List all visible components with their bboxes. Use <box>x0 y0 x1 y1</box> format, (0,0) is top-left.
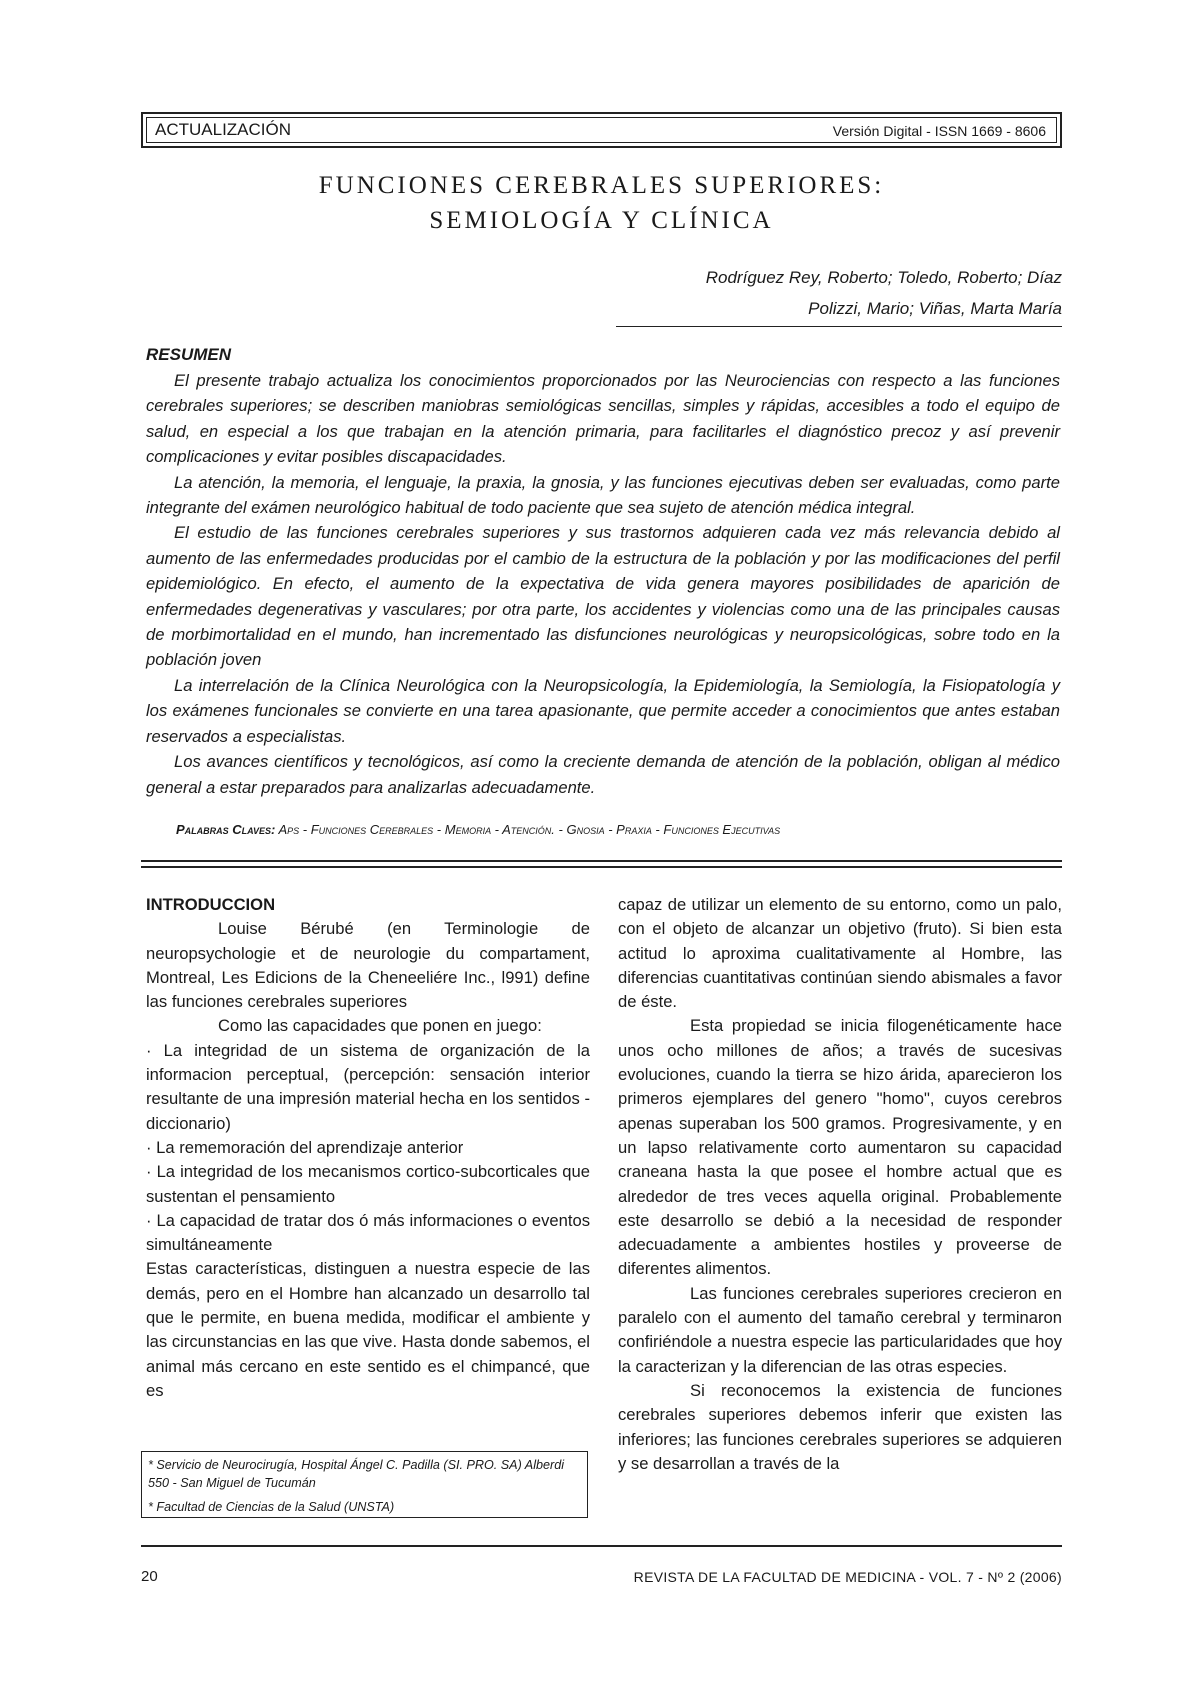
page-number: 20 <box>141 1568 158 1585</box>
intro-heading: INTRODUCCION <box>146 895 276 914</box>
bullet-item: · La integridad de los mecanismos cortico-subcorticales que sustentan el pensamiento <box>146 1162 590 1206</box>
bullet-item: · La integridad de un sistema de organización de la informacion perceptual, (percepción: sensación interior resultante de una impresión material hecha en los sentidos - diccionario) <box>146 1040 590 1133</box>
body-paragraph: Como las capacidades que ponen en juego: <box>218 1016 542 1036</box>
footer-divider <box>141 1545 1062 1547</box>
authors-line-1: Rodríguez Rey, Roberto; Toledo, Roberto; Díaz <box>705 268 1062 287</box>
keywords-label: Palabras Claves: <box>176 822 276 837</box>
abstract-body <box>146 368 1060 800</box>
article-title-line-2: SEMIOLOGÍA Y CLÍNICA <box>429 207 774 234</box>
abstract-heading: RESUMEN <box>146 345 232 364</box>
issn-text: Versión Digital - ISSN 1669 - 8606 <box>832 123 1046 139</box>
body-paragraph: Louise Bérubé (en Terminologie de neuropsychologie et de neurologie du compartament, Montreal, Les Edicions de la Cheneeliére Inc., l991) define las funciones cerebrales superiores <box>146 919 590 1012</box>
abstract-paragraph: La atención, la memoria, el lenguaje, la praxia, la gnosia, y las funciones ejecutivas deben ser evaluadas, como parte integrante del exámen neurológico habitual de todo paciente que sea sujeto de atención médica integral. <box>146 472 1060 518</box>
left-column <box>146 893 590 1403</box>
authors-line-2: Polizzi, Mario; Viñas, Marta María <box>808 299 1062 318</box>
body-paragraph: Esta propiedad se inicia filogenéticamente hace unos ocho millones de años; a través de sucesivas evoluciones, cuando la tierra se hizo árida, aparecieron los primeros ejemplares del genero "homo", cuyos cerebros apenas superaban los 500 gramos. Progresivamente, y en un lapso relativamente corto aumentaron su capacidad craneana hasta la que posee el hombre actual que es alrededor de tres veces aquella original. Probablemente este desarrollo se debió a la necesidad de responder adecuadamente a ambientes hostiles y proveerse de diferentes alimentos. <box>618 1016 1062 1279</box>
keywords-line <box>176 822 1066 837</box>
abstract-paragraph: La interrelación de la Clínica Neurológica con la Neuropsicología, la Epidemiología, la Semiología, la Fisiopatología y los exámenes funcionales se convierte en una tarea apasionante, que permite acceder a conocimientos que antes estaban reservados a especialistas. <box>146 675 1060 746</box>
section-label: ACTUALIZACIÓN <box>155 120 292 139</box>
footnote-box <box>141 1451 588 1518</box>
body-paragraph: Las funciones cerebrales superiores crecieron en paralelo con el aumento del tamaño cerebral y terminaron confiriéndole a nuestra especie las particularidades que hoy la caracterizan y la diferencian de las otras especies. <box>618 1283 1062 1376</box>
article-title-line-1: FUNCIONES CEREBRALES SUPERIORES: <box>318 172 885 199</box>
section-divider-bottom <box>141 866 1062 868</box>
section-header-box <box>141 112 1062 148</box>
abstract-paragraph: El presente trabajo actualiza los conocimientos proporcionados por las Neurociencias con respecto a las funciones cerebrales superiores; se describen maniobras semiológicas sencillas, simples y rápidas, accesibles a todo el equipo de salud, en especial a los que trabajan en la atención primaria, para facilitarles el diagnóstico precoz y así prevenir complicaciones y evitar posibles discapacidades. <box>146 371 1060 467</box>
keywords-list: Aps - Funciones Cerebrales - Memoria - Atención. - Gnosia - Praxia - Funciones Ejecutivas <box>278 822 781 837</box>
bullet-item: · La capacidad de tratar dos ó más informaciones o eventos simultáneamente <box>146 1210 590 1255</box>
body-paragraph: capaz de utilizar un elemento de su entorno, como un palo, con el objeto de alcanzar un objetivo (fruto). Si bien esta actitud lo aproxima cualitativamente al Hombre, las diferencias cuantitativas continúan siendo abismales a favor de éste. <box>618 895 1062 1012</box>
footnote-affiliation-2: * Facultad de Ciencias de la Salud (UNSTA) <box>148 1500 395 1514</box>
journal-citation: REVISTA DE LA FACULTAD DE MEDICINA - VOL. 7 - Nº 2 (2006) <box>633 1569 1062 1585</box>
abstract-paragraph: El estudio de las funciones cerebrales superiores y sus trastornos adquieren cada vez más relevancia debido al aumento de las enfermedades producidas por el cambio de la estructura de la población y por las modificaciones del perfil epidemiológico. En efecto, el aumento de la expectativa de vida genera mayores posibilidades de aparición de enfermedades degenerativas y vasculares; por otra parte, los accidentes y violencias como una de las principales causas de morbimortalidad en el mundo, han incrementado las disfunciones neurológicas y neuropsicológicas, sobre todo en la población joven <box>146 523 1060 670</box>
right-column <box>618 893 1062 1476</box>
section-divider-top <box>141 860 1062 862</box>
footnote-affiliation-1: * Servicio de Neurocirugía, Hospital Ángel C. Padilla (SI. PRO. SA) Alberdi 550 - San Miguel de Tucumán <box>148 1458 565 1490</box>
abstract-paragraph: Los avances científicos y tecnológicos, así como la creciente demanda de atención de la población, obligan al médico general a estar preparados para analizarlas adecuadamente. <box>146 752 1060 797</box>
body-paragraph: Estas características, distinguen a nuestra especie de las demás, pero en el Hombre han alcanzado un desarrollo tal que le permite, en buena medida, modificar el ambiente y las circunstancias en las que vive. Hasta donde sabemos, el animal más cercano en este sentido es el chimpancé, que es <box>146 1259 590 1400</box>
body-paragraph: Si reconocemos la existencia de funciones cerebrales superiores debemos inferir que existen las inferiores; las funciones cerebrales superiores se adquieren y se desarrollan a través de la <box>618 1380 1062 1473</box>
bullet-item: · La rememoración del aprendizaje anterior <box>146 1137 464 1157</box>
authors-divider <box>616 326 1062 327</box>
